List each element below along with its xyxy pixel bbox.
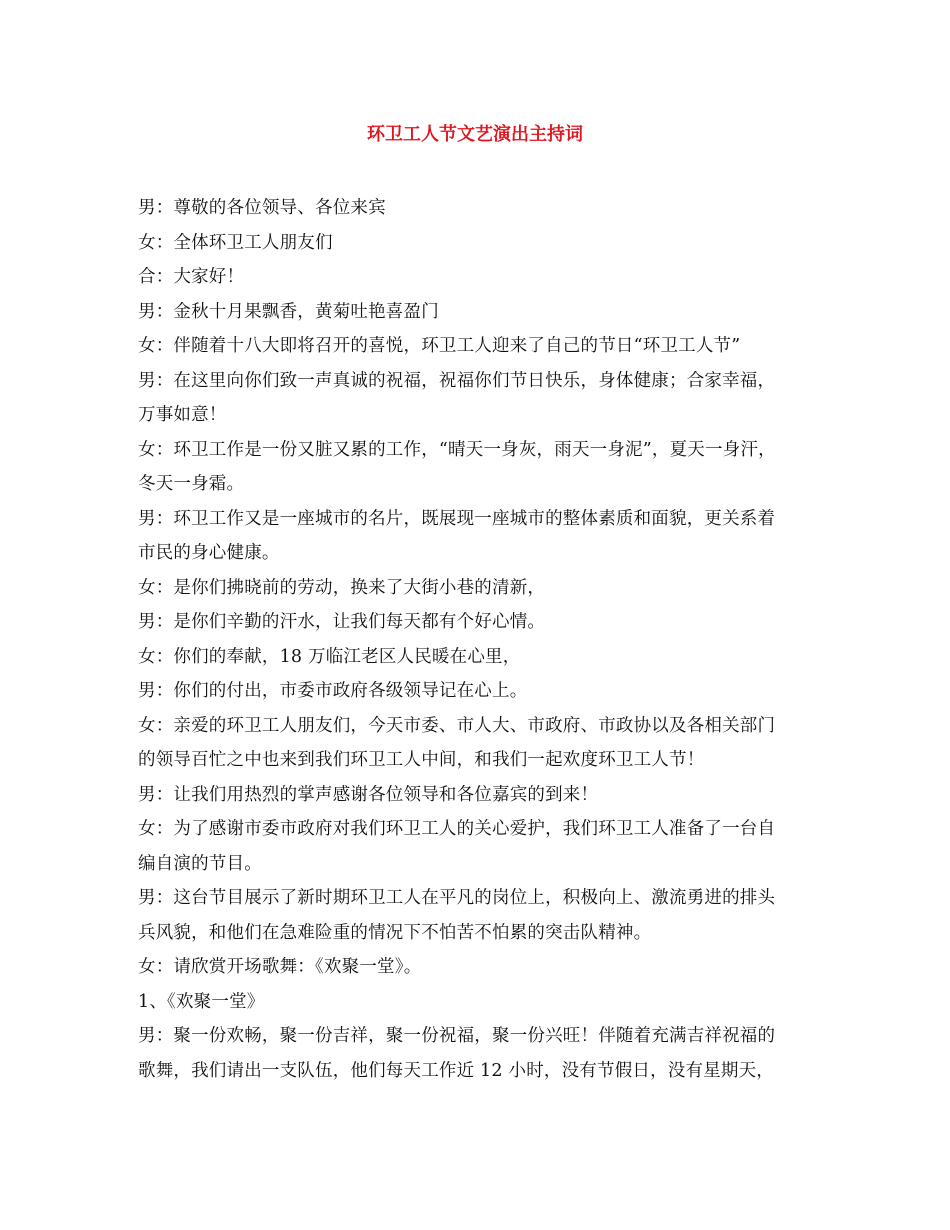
- text-line: 男：尊敬的各位领导、各位来宾: [138, 198, 386, 218]
- text-line: 女：请欣赏开场歌舞：《欢聚一堂》。: [138, 957, 422, 977]
- text-line: 男：在这里向你们致一声真诚的祝福，祝福你们节日快乐，身体健康；合家幸福，: [138, 370, 776, 391]
- text-line: 编自演的节目。: [138, 853, 262, 874]
- text-line: 男：是你们辛勤的汗水，让我们每天都有个好心情。: [138, 612, 546, 632]
- text-line: 合：大家好！: [138, 267, 245, 287]
- text-line: 冬天一身霜。: [138, 474, 245, 494]
- text-line: 市民的身心健康。: [138, 543, 280, 563]
- text-line: 的领导百忙之中也来到我们环卫工人中间，和我们一起欢度环卫工人节！: [138, 750, 705, 770]
- text-line: 女：全体环卫工人朋友们: [138, 232, 333, 253]
- text-line: 男：金秋十月果飘香，黄菊吐艳喜盈门: [138, 301, 439, 322]
- text-line: 女：你们的奉献，18 万临江老区人民暖在心里，: [138, 646, 521, 667]
- text-line: 女：伴随着十八大即将召开的喜悦，环卫工人迎来了自己的节日“环卫工人节”: [138, 336, 741, 356]
- text-line: 兵风貌，和他们在急难险重的情况下不怕苦不怕累的突击队精神。: [138, 922, 652, 943]
- text-line: 男：让我们用热烈的掌声感谢各位领导和各位嘉宾的到来！: [138, 784, 599, 805]
- text-line: 男：环卫工作又是一座城市的名片，既展现一座城市的整体素质和面貌，更关系着: [138, 508, 776, 529]
- text-line: 女：为了感谢市委市政府对我们环卫工人的关心爱护，我们环卫工人准备了一台自: [138, 819, 776, 839]
- text-line: 歌舞，我们请出一支队伍，他们每天工作近 12 小时，没有节假日，没有星期天，: [138, 1060, 774, 1081]
- document-body: [138, 191, 828, 1088]
- text-line: 万事如意！: [138, 405, 227, 425]
- text-line: 女：是你们拂晓前的劳动，换来了大街小巷的清新，: [138, 577, 546, 598]
- text-line: 女：亲爱的环卫工人朋友们，今天市委、市人大、市政府、市政协以及各相关部门: [138, 715, 776, 736]
- text-line: 男：这台节目展示了新时期环卫工人在平凡的岗位上，积极向上、激流勇进的排头: [138, 888, 776, 908]
- document-title: 环卫工人节文艺演出主持词: [367, 124, 583, 145]
- text-line: 1、《欢聚一堂》: [138, 991, 265, 1012]
- text-line: 男：聚一份欢畅，聚一份吉祥，聚一份祝福，聚一份兴旺！伴随着充满吉祥祝福的: [138, 1026, 776, 1046]
- text-line: 女：环卫工作是一份又脏又累的工作，“晴天一身灰，雨天一身泥”，夏天一身汗，: [138, 439, 776, 460]
- text-line: 男：你们的付出，市委市政府各级领导记在心上。: [138, 681, 528, 701]
